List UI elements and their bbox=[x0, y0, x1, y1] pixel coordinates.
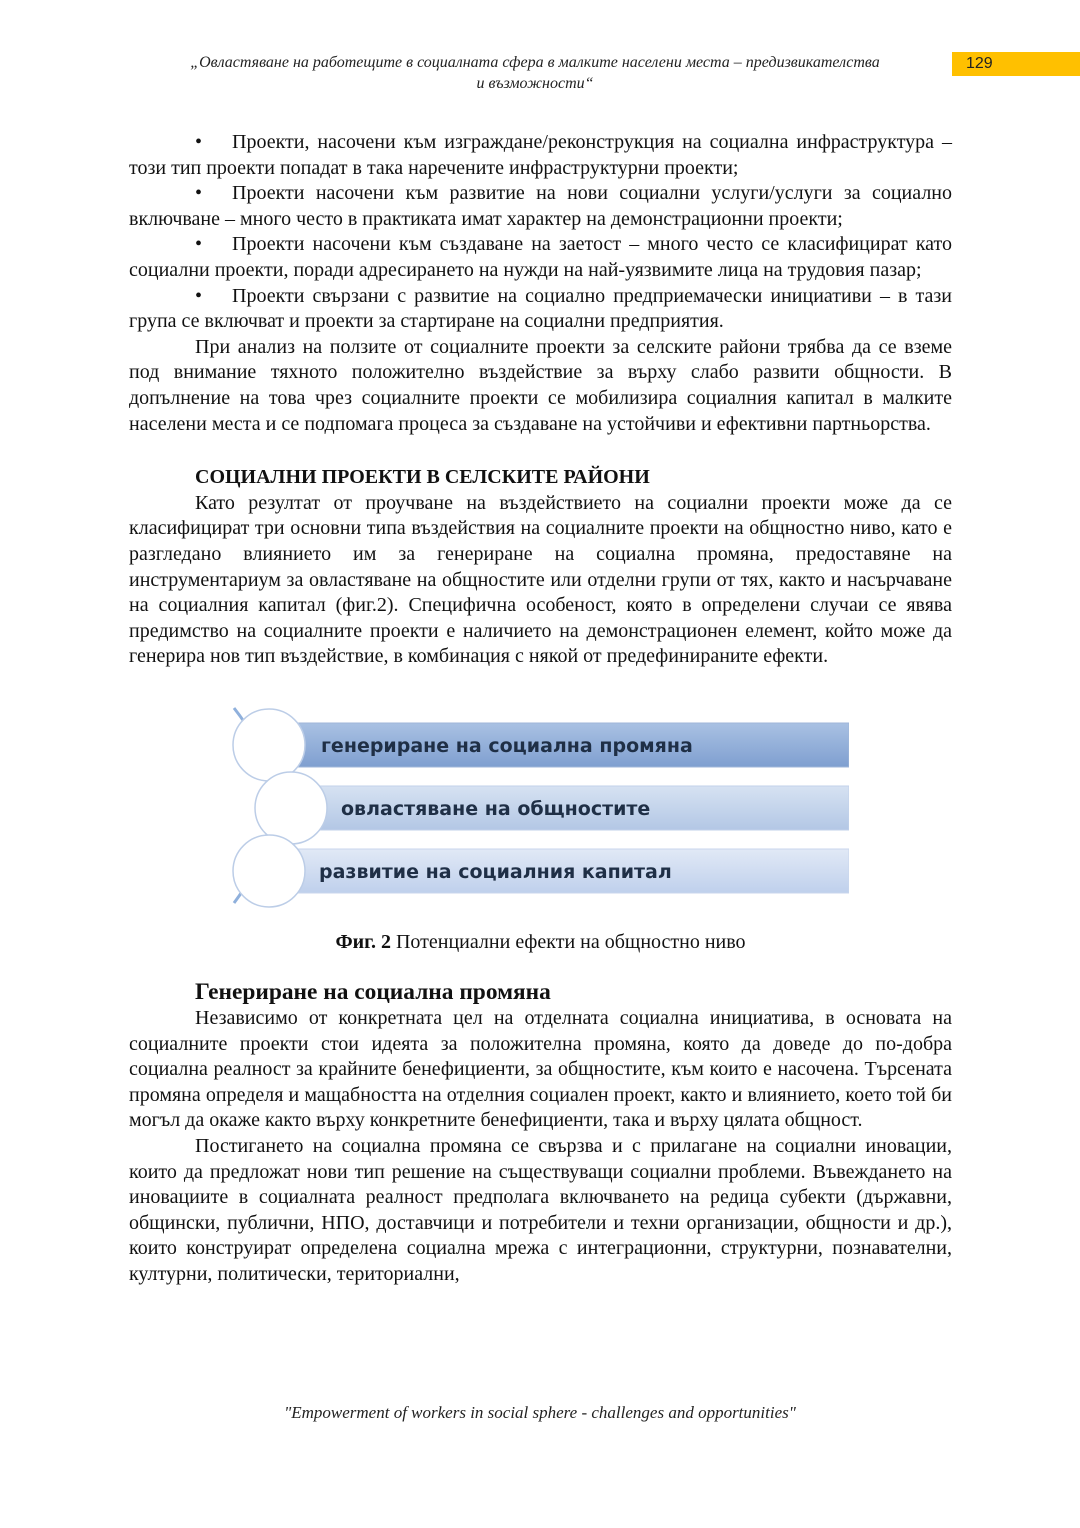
subsection-title: Генериране на социална промяна bbox=[195, 979, 551, 1006]
running-header bbox=[120, 52, 950, 94]
bullet-text: Проекти свързани с развитие на социално предприемачески инициативи – в тази група се включват и проекти за стартиране на социални предприятия. bbox=[129, 284, 952, 333]
figure-caption-text: Потенциални ефекти на общностно ниво bbox=[390, 930, 746, 953]
bullet-icon: • bbox=[195, 233, 203, 256]
page-body bbox=[129, 130, 952, 1288]
effect-marker-2 bbox=[255, 772, 327, 844]
bullet-item bbox=[129, 130, 952, 181]
bullet-text: Проекти, насочени към изграждане/реконструкция на социална инфраструктура – този тип проекти попадат в така наречените инфраструктурни проекти; bbox=[129, 131, 952, 179]
effect-marker-3 bbox=[233, 835, 305, 907]
figure-caption-label: Фиг. 2 bbox=[335, 930, 391, 953]
bullet-text: Проекти насочени към развитие на нови социални услуги/услуги за социално включване – много често в практиката имат характер на демонстрационни проекти; bbox=[129, 182, 952, 230]
running-footer: "Empowerment of workers in social sphere - challenges and opportunities" bbox=[284, 1403, 796, 1422]
paragraph-benefits: При анализ на ползите от социалните проекти за селските райони трябва да се вземе под внимание тяхното положително въздействие за върху слабо развити общности. В допълнение на това чрез социалните проекти се мобилизира социалния капитал в малките населени места и се подпомага процеса за създаване на устойчиви и ефективни партньорства. bbox=[129, 335, 952, 435]
effect-label-2: овластяване на общностите bbox=[341, 797, 651, 820]
paragraph-impact-types: Като резултат от проучване на въздействието на социални проекти може да се класифицират три основни типа въздействия на социалните проекти на общностно ниво, като е разгледано влиянието им за генериране на социална промяна, предоставяне на инструментариум за овластяване на общностите или отделни групи от тях, както и насърчаване на социалния капитал (фиг.2). Специфична особеност, която в определени случаи се явява предимство на социалните проекти е наличието на демонстрационен елемент, който може да генерира нов тип въздействие, в комбинация с някой от предефинираните ефекти. bbox=[129, 491, 952, 668]
paragraph-social-change: Независимо от конкретната цел на отделната социална инициатива, в основата на социалните проекти стои идеята за положителна промяна, която да доведе до по-добра социална реалност за крайните бенефициенти, за общностите, към които е насочена. Търсената промяна определя и мащабността на отделния социален проект, както и влиянието, което той би могъл да окаже както върху конкретните бенефициенти, така и върху цялата общност. bbox=[129, 1007, 952, 1132]
bullet-item bbox=[129, 284, 952, 335]
section-title: СОЦИАЛНИ ПРОЕКТИ В СЕЛСКИТЕ РАЙОНИ bbox=[195, 466, 650, 489]
bullet-item bbox=[129, 232, 952, 283]
effect-label-3: развитие на социалния капитал bbox=[319, 860, 672, 883]
bullet-icon: • bbox=[195, 131, 203, 153]
bullet-item bbox=[129, 181, 952, 232]
figure-caption bbox=[129, 930, 952, 956]
effect-marker-1 bbox=[233, 709, 305, 781]
paragraph-innovations: Постигането на социална промяна се свързва и с прилагане на социални иновации, които да предложат нови тип решение на съществуващи социални проблеми. Въвеждането на иновациите в социалната реалност предполага включването на редица субекти (държавни, общински, публични, НПО, доставчици и потребители и техни организации, общности и др.), които конструират определена социална мрежа с интеграционни, структурни, познавателни, културни, политически, териториални, bbox=[129, 1135, 952, 1285]
bullet-text: Проекти насочени към създаване на заетост – много често се класифицират като социални проекти, поради адресирането на нужди на най-уязвимите лица на трудовия пазар; bbox=[129, 233, 952, 281]
effect-label-1: генериране на социална промяна bbox=[321, 734, 693, 757]
effects-diagram bbox=[229, 703, 849, 908]
bullet-icon: • bbox=[195, 182, 203, 205]
header-title-line1: „Овластяване на работещите в социалната сфера в малките населени места – предизвикателства bbox=[190, 54, 880, 71]
bullet-icon: • bbox=[195, 284, 203, 307]
figure-2 bbox=[129, 703, 952, 908]
page-number-badge: 129 bbox=[952, 52, 1080, 76]
header-title-line2: и възможности“ bbox=[476, 75, 594, 92]
